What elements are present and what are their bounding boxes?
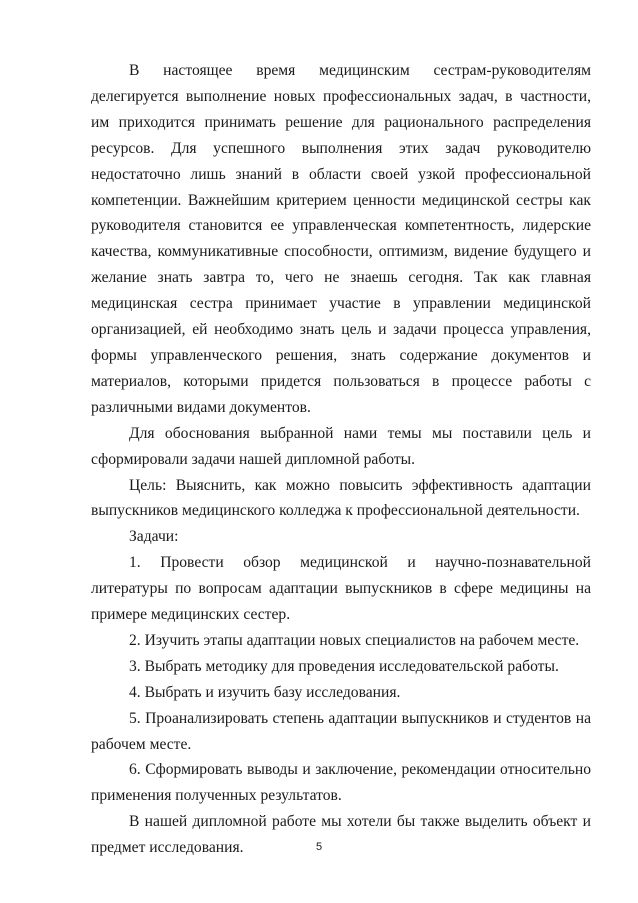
body-text [91,58,591,861]
page-number: 5 [315,841,323,853]
paragraph-object-subject: В нашей дипломной работе мы хотели бы также выделить объект и предмет исследования. [91,813,591,857]
task-item-6: 6. Сформировать выводы и заключение, рекомендации относительно применения полученных результатов. [91,761,591,805]
paragraph-intro: В настоящее время медицинским сестрам-руководителям делегируется выполнение новых профессиональных задач, в частности, им приходится принимать решение для рационального распределения ресурсов. Для успешного выполнения этих задач руководителю недостаточно лишь знаний в области своей узкой профессиональной компетенции. Важнейшим критерием ценности медицинской сестры как руководителя становится ее управленческая компетентность, лидерские качества, коммуникативные способности, оптимизм, видение будущего и желание знать завтра то, чего не знаешь сегодня. Так как главная медицинская сестра принимает участие в управлении медицинской организацией, ей необходимо знать цель и задачи процесса управления, формы управленческого решения, знать содержание документов и материалов, которыми придется пользоваться в процессе работы с различными видами документов. [91,62,591,416]
paragraph-goal: Цель: Выяснить, как можно повысить эффективность адаптации выпускников медицинского колледжа к профессиональной деятельности. [91,476,591,520]
task-item-4: 4. Выбрать и изучить базу исследования. [129,683,401,701]
task-item-5: 5. Проанализировать степень адаптации выпускников и студентов на рабочем месте. [91,709,591,753]
task-item-1: 1. Провести обзор медицинской и научно-познавательной литературы по вопросам адаптации выпускников в сфере медицины на примере медицинских сестер. [91,554,591,624]
paragraph-rationale: Для обоснования выбранной нами темы мы поставили цель и сформировали задачи нашей дипломной работы. [91,424,591,468]
task-item-2: 2. Изучить этапы адаптации новых специалистов на рабочем месте. [129,631,580,649]
paragraph-tasks-heading: Задачи: [129,528,179,546]
task-item-3: 3. Выбрать методику для проведения исследовательской работы. [129,657,559,675]
